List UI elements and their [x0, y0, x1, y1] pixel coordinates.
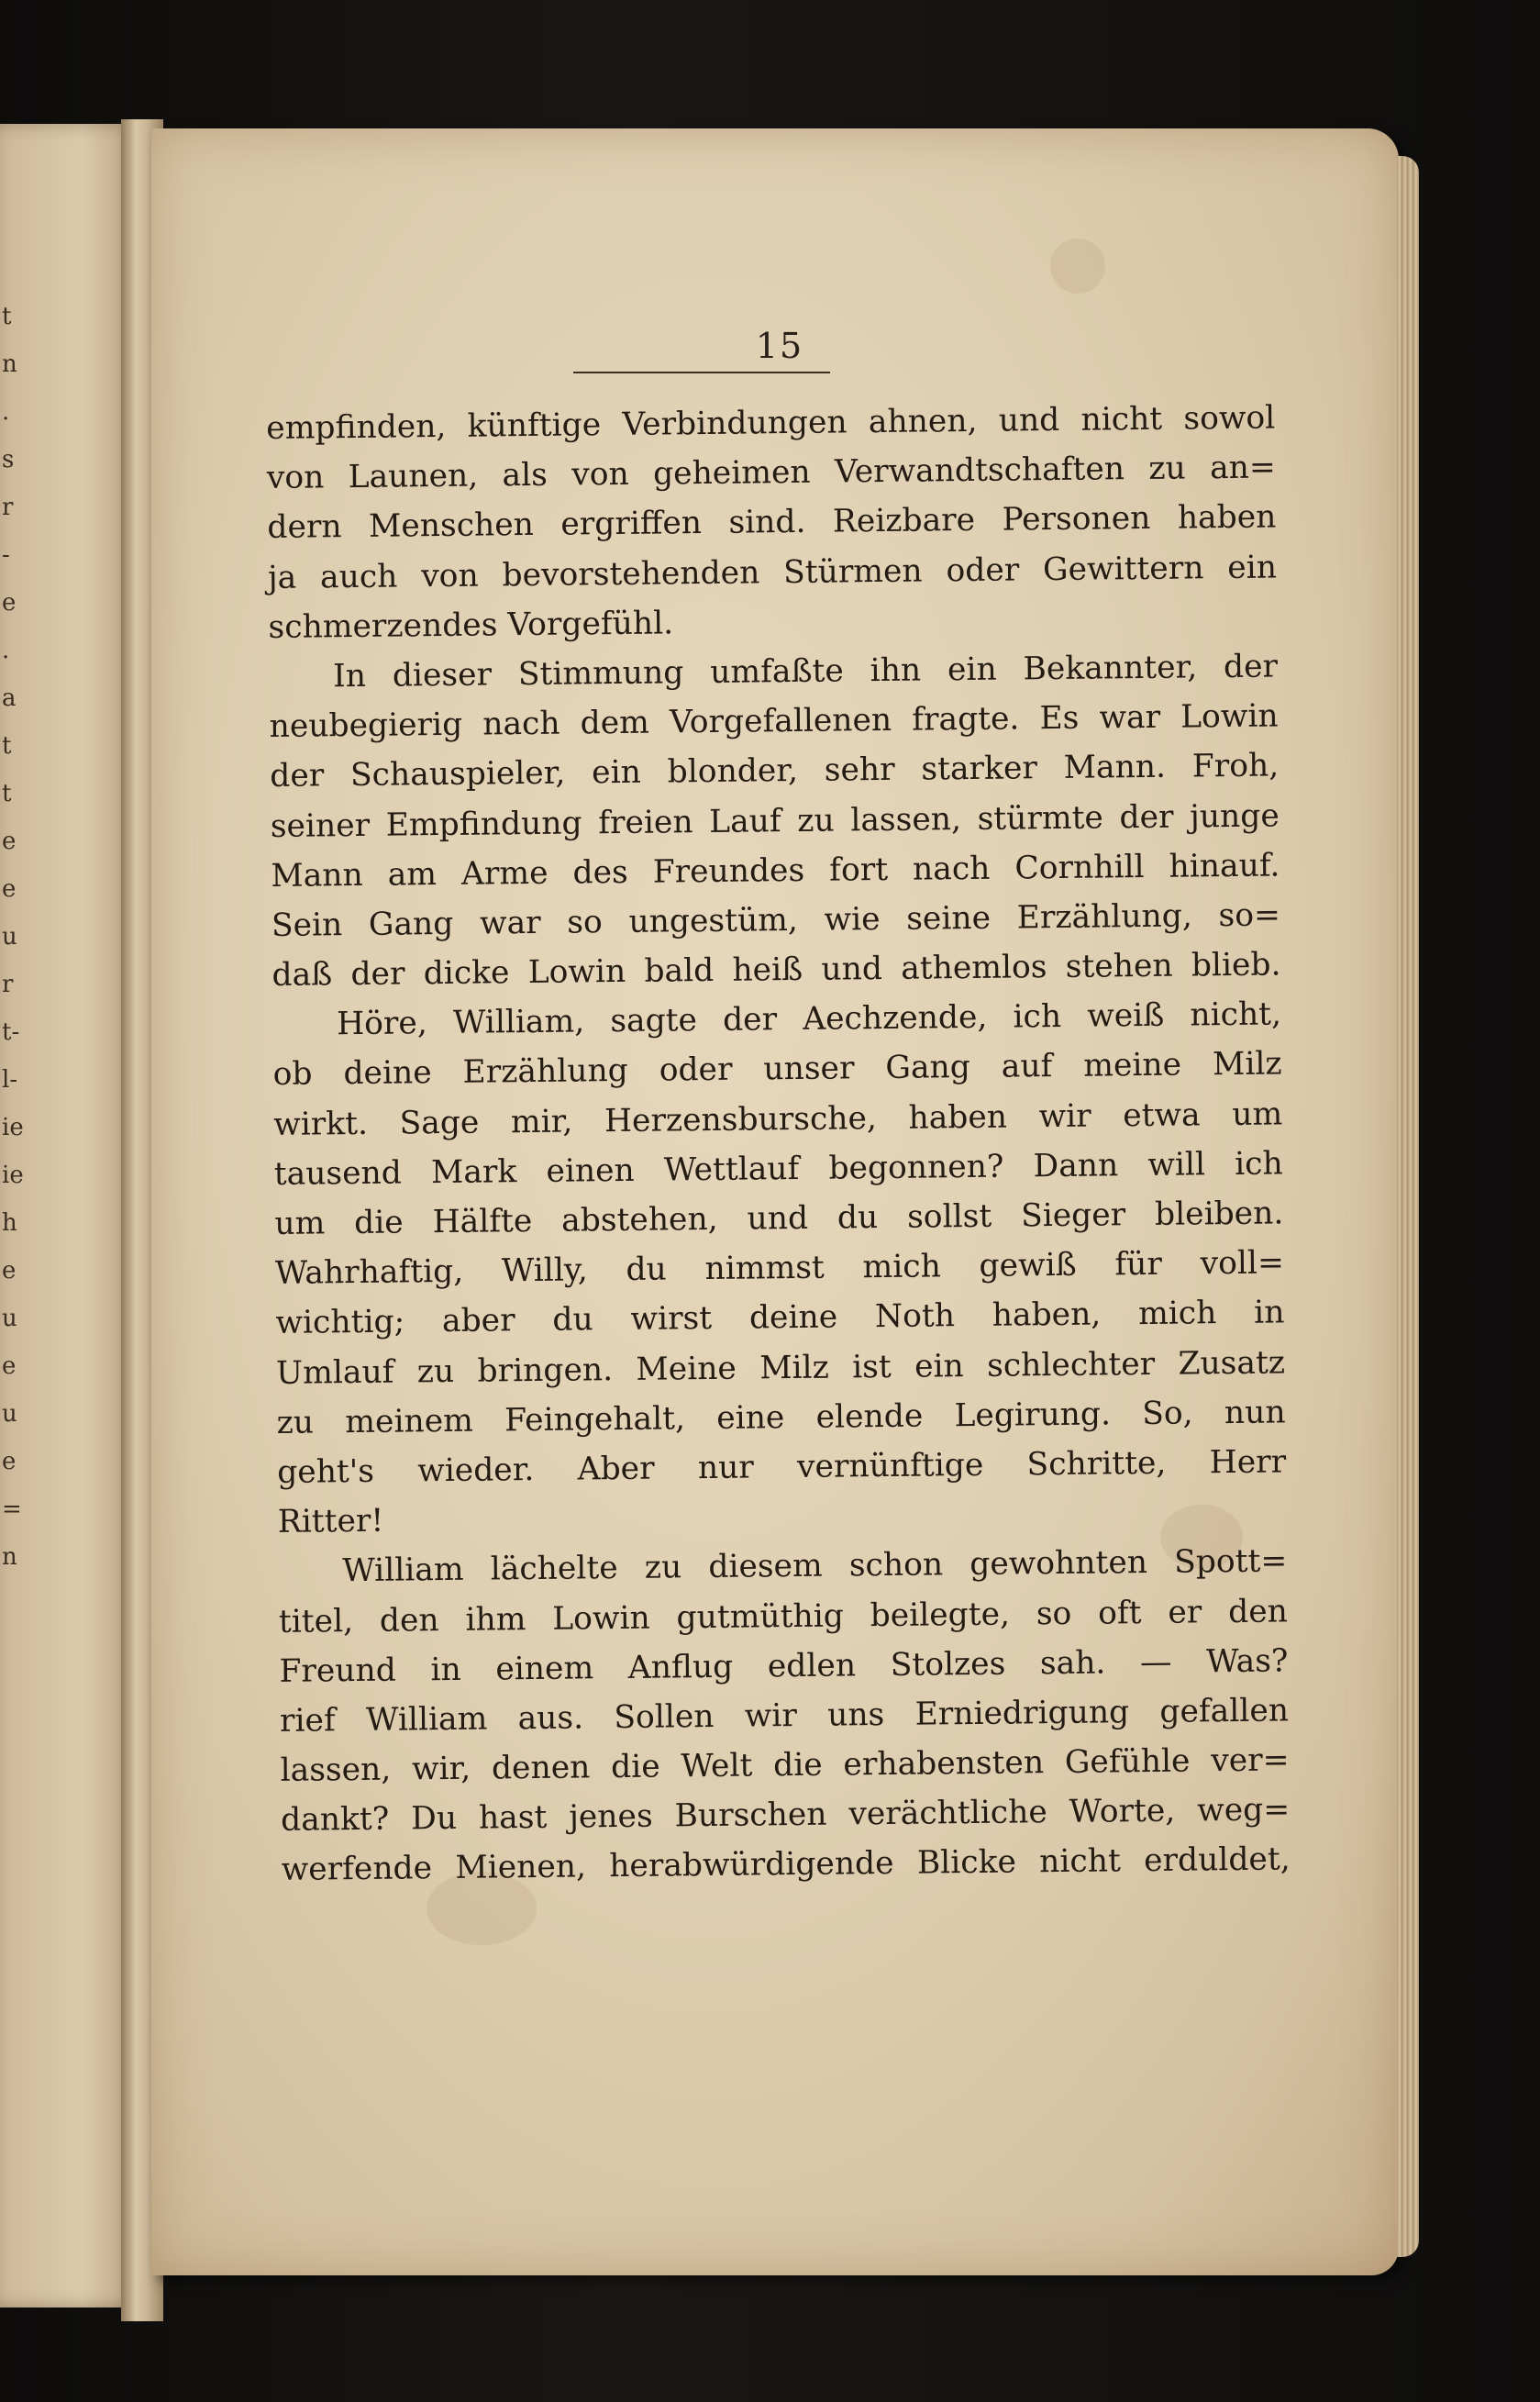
- previous-page-fragment: l-: [2, 1066, 18, 1094]
- paper-stain: [1050, 239, 1105, 294]
- book-page: [151, 128, 1399, 2275]
- text-line: werfende Mienen, herabwürdigende Blicke nicht erduldet,: [281, 1840, 1291, 1889]
- previous-page-fragment: -: [2, 541, 10, 569]
- previous-page-fragment: e: [2, 875, 17, 903]
- previous-page-fragment: e: [2, 1448, 17, 1475]
- previous-page-fragment: e: [2, 828, 17, 855]
- text-line: Ritter!: [277, 1502, 384, 1541]
- page-number: 15: [755, 326, 804, 366]
- text-line: der Schauspieler, ein blonder, sehr starker Mann. Froh,: [270, 747, 1280, 795]
- previous-page-fragment: h: [2, 1209, 17, 1237]
- previous-page-fragment: e: [2, 589, 17, 617]
- previous-page-fragment: t: [2, 303, 12, 330]
- previous-page-fragment: a: [2, 684, 17, 712]
- previous-page-fragment: s: [2, 446, 15, 473]
- previous-page-text-fragments: [2, 124, 29, 2307]
- previous-page-fragment: r: [2, 971, 14, 998]
- previous-page-fragment: n: [2, 1543, 17, 1571]
- text-line: dankt? Du hast jenes Burschen verächtliche Worte, weg=: [280, 1791, 1291, 1840]
- previous-page-fragment: r: [2, 494, 14, 521]
- previous-page-fragment: u: [2, 1400, 17, 1428]
- text-line: titel, den ihm Lowin gutmüthig beilegte, so oft er den: [278, 1592, 1289, 1640]
- text-line: rief William aus. Sollen wir uns Erniedrigung gefallen: [279, 1692, 1290, 1740]
- previous-page-fragment: =: [2, 1496, 22, 1523]
- text-line: um die Hälfte abstehen, und du sollst Sieger bleiben.: [274, 1195, 1284, 1242]
- previous-page-fragment: n: [2, 350, 17, 378]
- text-line: Mann am Arme des Freundes fort nach Cornhill hinauf.: [271, 847, 1280, 895]
- previous-page-fragment: u: [2, 1305, 17, 1332]
- text-line: empfinden, künftige Verbindungen ahnen, und nicht sowol: [266, 399, 1276, 447]
- text-line: dern Menschen ergriffen sind. Reizbare Personen haben: [267, 498, 1277, 547]
- text-line: zu meinem Feingehalt, eine elende Legirung. So, nun: [276, 1394, 1286, 1441]
- text-line: Freund in einem Anflug edlen Stolzes sah. — Was?: [279, 1642, 1289, 1690]
- text-line: wirkt. Sage mir, Herzensbursche, haben wir etwa um: [273, 1095, 1283, 1143]
- text-line: Sein Gang war so ungestüm, wie seine Erzählung, so=: [271, 896, 1281, 944]
- previous-page-fragment: u: [2, 923, 17, 951]
- text-line: daß der dicke Lowin bald heiß und athemlos stehen blieb.: [271, 946, 1281, 995]
- text-line: geht's wieder. Aber nur vernünftige Schritte, Herr: [276, 1443, 1287, 1491]
- previous-page-fragment: t: [2, 780, 12, 807]
- text-line: William lächelte zu diesem schon gewohnten Spott=: [342, 1542, 1288, 1590]
- header-rule: [573, 372, 830, 373]
- previous-page-fragment: ie: [2, 1162, 24, 1189]
- text-line: wichtig; aber du wirst deine Noth haben, mich in: [275, 1294, 1285, 1342]
- previous-page-fragment: t: [2, 732, 12, 760]
- text-line: ob deine Erzählung oder unser Gang auf meine Milz: [272, 1045, 1282, 1094]
- text-line: Höre, William, sagte der Aechzende, ich weiß nicht,: [336, 995, 1282, 1043]
- previous-page-fragment: e: [2, 1257, 17, 1284]
- page-edge: [1397, 156, 1419, 2257]
- text-line: Wahrhaftig, Willy, du nimmst mich gewiß für voll=: [274, 1244, 1285, 1293]
- text-line: seiner Empfindung freien Lauf zu lassen, stürmte der junge: [270, 796, 1280, 845]
- previous-page-edge: [0, 124, 138, 2307]
- text-line: von Launen, als von geheimen Verwandtschaften zu an=: [266, 449, 1276, 497]
- text-line: ja auch von bevorstehenden Stürmen oder Gewittern ein: [267, 549, 1278, 596]
- text-line: lassen, wir, denen die Welt die erhabensten Gefühle ver=: [280, 1741, 1290, 1789]
- previous-page-fragment: .: [2, 398, 10, 426]
- previous-page-fragment: t-: [2, 1018, 20, 1046]
- previous-page-fragment: e: [2, 1352, 17, 1380]
- body-text: [266, 393, 1291, 1895]
- text-line: Umlauf zu bringen. Meine Milz ist ein schlechter Zusatz: [275, 1343, 1286, 1392]
- previous-page-fragment: ie: [2, 1114, 24, 1141]
- text-line: tausend Mark einen Wettlauf begonnen? Dann will ich: [273, 1145, 1283, 1193]
- text-line: In dieser Stimmung umfaßte ihn ein Bekannter, der: [332, 648, 1279, 695]
- text-line: neubegierig nach dem Vorgefallenen fragte. Es war Lowin: [269, 697, 1279, 746]
- text-line: schmerzendes Vorgefühl.: [268, 605, 674, 646]
- previous-page-fragment: .: [2, 637, 10, 664]
